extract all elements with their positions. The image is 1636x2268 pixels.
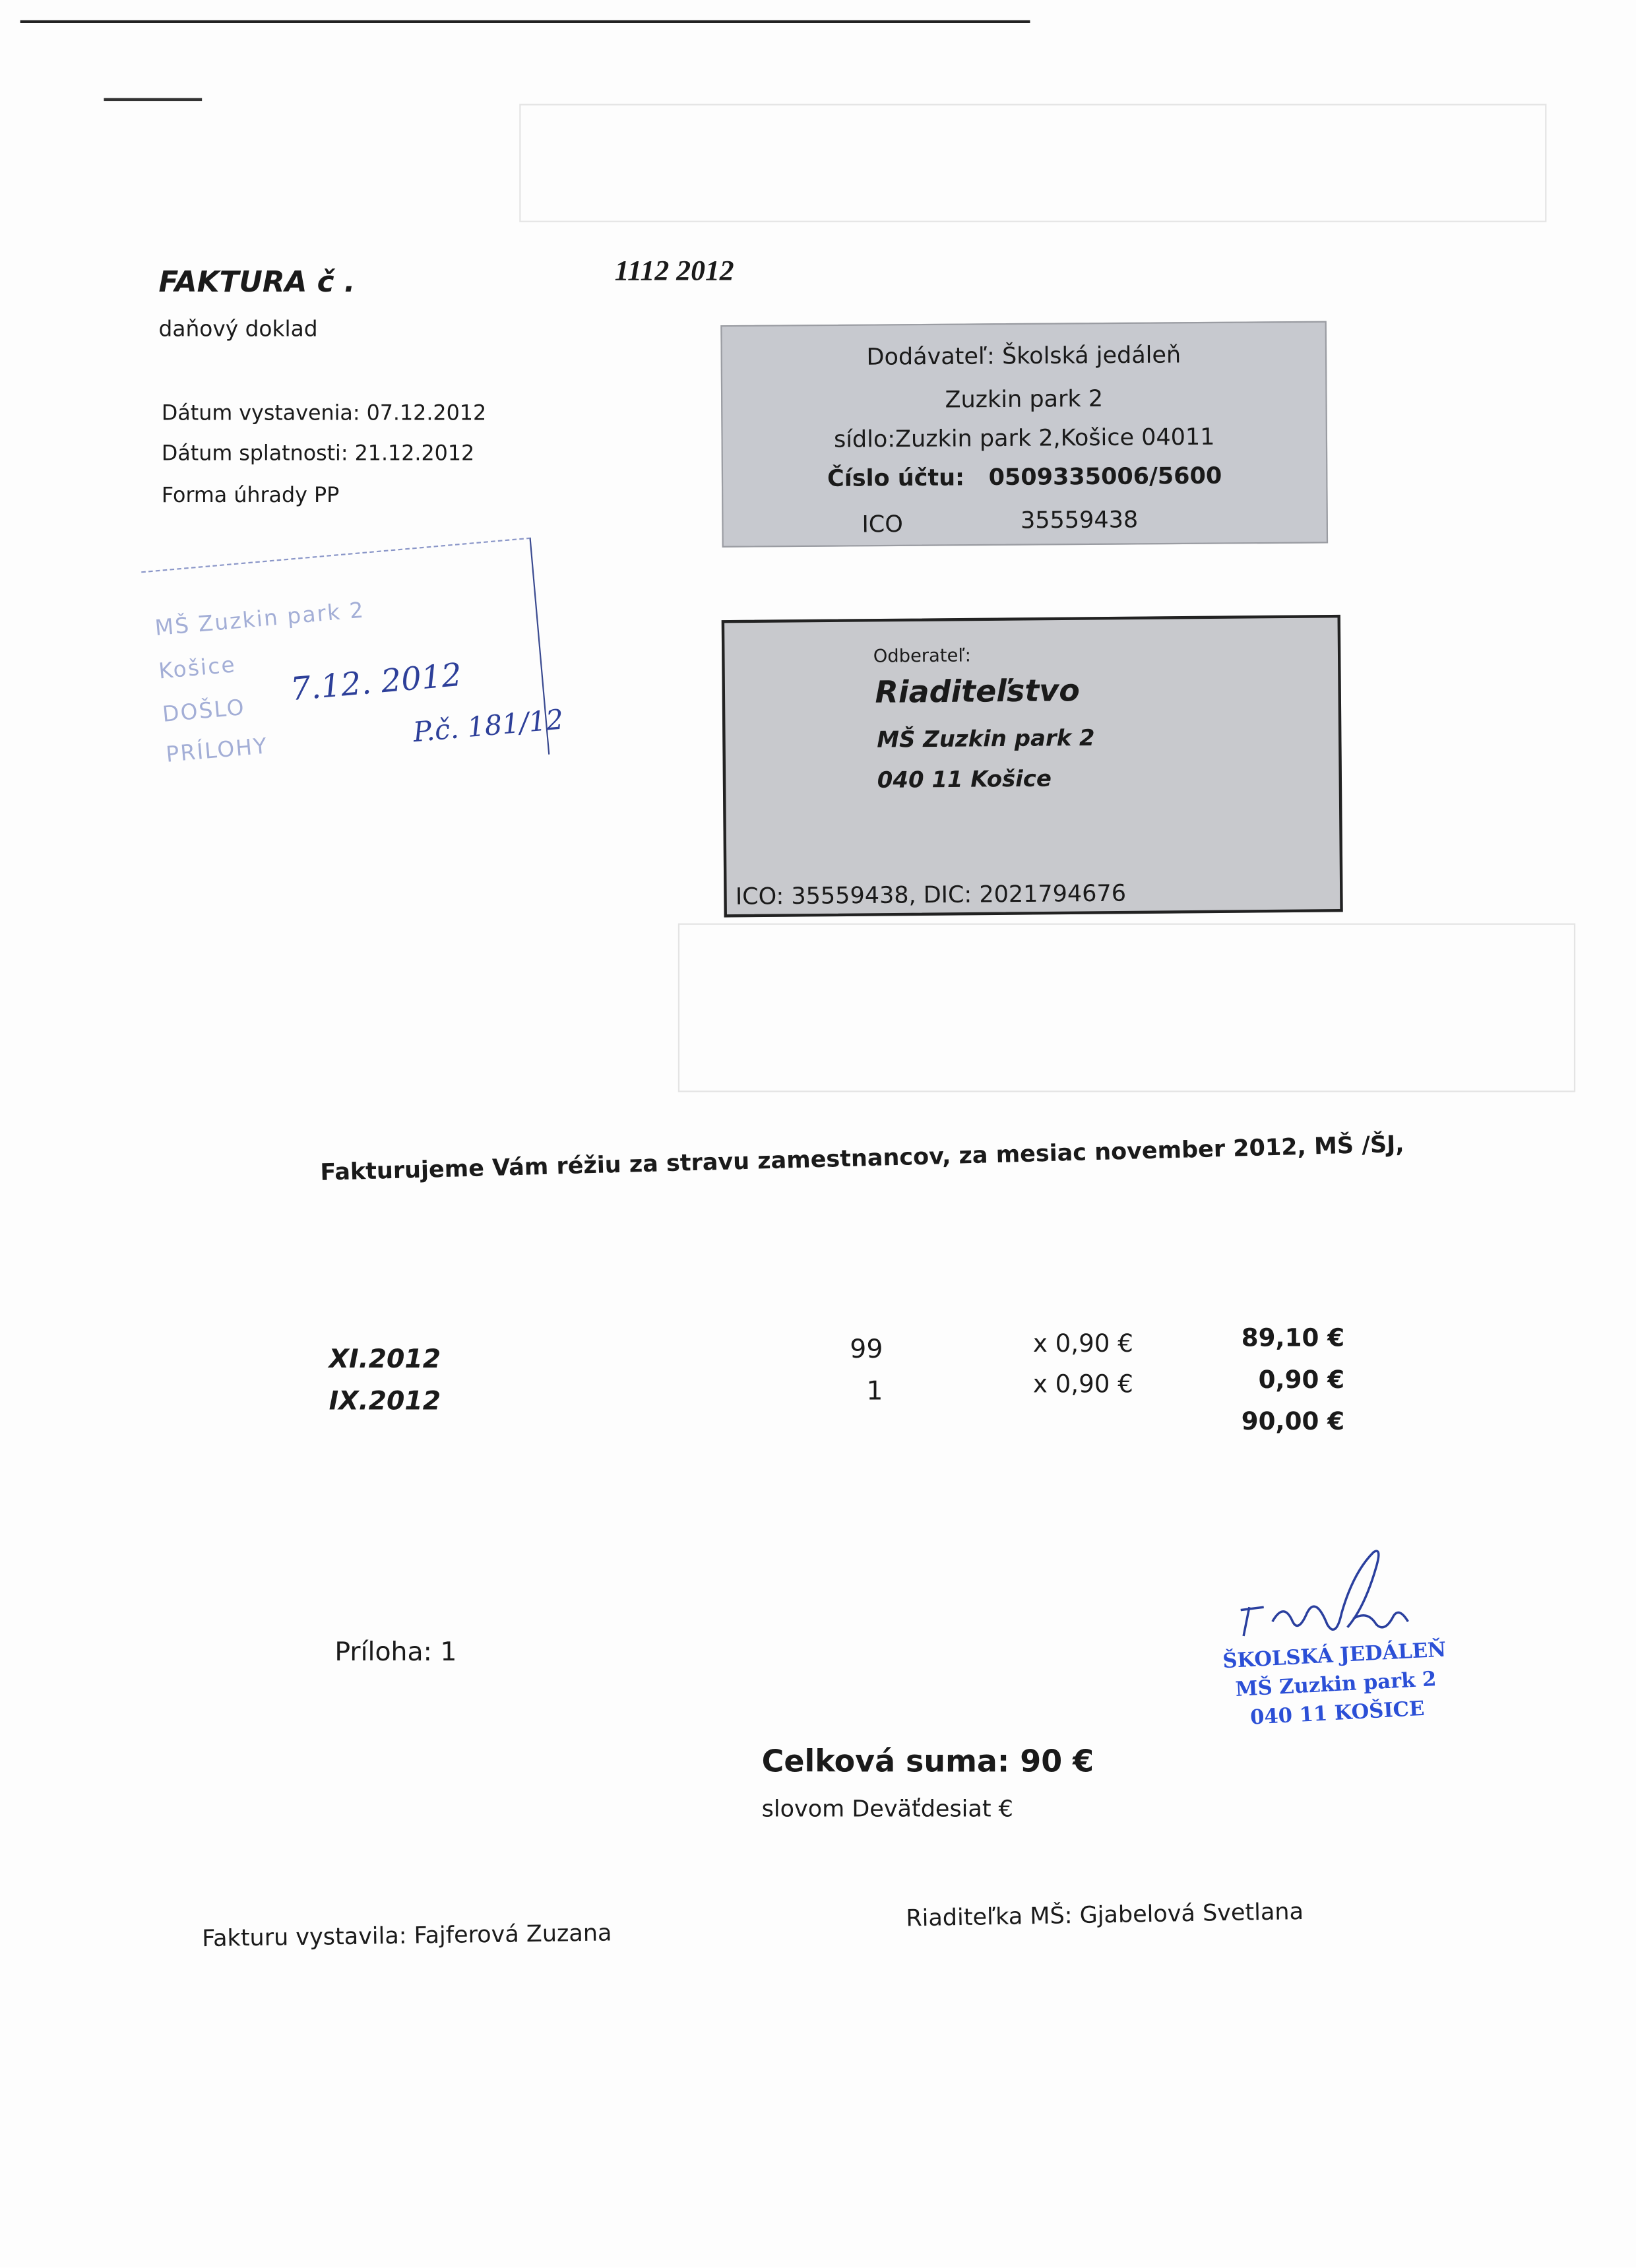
due-date: Dátum splatnosti: 21.12.2012 — [161, 443, 475, 466]
item-amount: 0,90 € — [1258, 1366, 1345, 1395]
item-amount: 89,10 € — [1241, 1324, 1345, 1354]
invoice-description: Fakturujeme Vám réžiu za stravu zamestnancov, za mesiac november 2012, MŠ /ŠJ, — [319, 1130, 1405, 1186]
issue-date: Dátum vystavenia: 07.12.2012 — [161, 402, 487, 426]
supplier-seat: sídlo:Zuzkin park 2,Košice 04011 — [833, 422, 1215, 453]
customer-address-line2: 040 11 Košice — [877, 765, 1052, 794]
issued-by: Fakturu vystavila: Fajferová Zuzana — [201, 1918, 612, 1952]
items-subtotal: 90,00 € — [1241, 1408, 1345, 1437]
account-label: Číslo účtu: — [827, 463, 965, 492]
customer-tax-ids: ICO: 35559438, DIC: 2021794676 — [735, 879, 1127, 910]
bleed-through-frame — [519, 104, 1546, 222]
stamp-line-1: MŠ Zuzkin park 2 — [154, 596, 366, 641]
customer-box — [722, 615, 1343, 918]
item-unit-price: x 0,90 € — [1032, 1330, 1133, 1360]
supplier-address: Zuzkin park 2 — [945, 385, 1104, 414]
attachment-count: Príloha: 1 — [334, 1637, 457, 1668]
stamp-date: 7.12. 2012 — [289, 658, 464, 709]
customer-label: Odberateľ: — [873, 644, 971, 667]
scan-edge-line — [20, 20, 1030, 23]
director-name: Riaditeľka MŠ: Gjabelová Svetlana — [906, 1897, 1304, 1932]
company-seal — [1189, 1634, 1482, 1736]
bleed-through-frame — [678, 924, 1575, 1092]
stamp-line-2: Košice — [157, 651, 237, 685]
seal-line-1: ŠKOLSKÁ JEDÁLEŇ — [1222, 1639, 1447, 1674]
invoice-subtitle: daňový doklad — [158, 315, 318, 342]
stamp-line-3: DOŠLO — [161, 694, 247, 728]
supplier-name: Dodávateľ: Školská jedáleň — [866, 340, 1181, 371]
receipt-stamp — [141, 538, 565, 789]
seal-line-3: 040 11 KOŠICE — [1249, 1697, 1426, 1730]
account-number: 0509335006/5600 — [988, 461, 1222, 491]
item-month: XI.2012 — [329, 1344, 441, 1375]
item-month: IX.2012 — [329, 1386, 441, 1417]
stamp-reg-number: P.č. 181/12 — [412, 704, 565, 749]
invoice-title: FAKTURA č . — [158, 264, 356, 299]
item-unit-price: x 0,90 € — [1032, 1370, 1133, 1400]
invoice-number: 1112 2012 — [614, 255, 734, 288]
item-quantity: 1 — [866, 1376, 883, 1407]
customer-address-line1: MŠ Zuzkin park 2 — [877, 725, 1095, 753]
total-in-words: slovom Deväťdesiat € — [761, 1794, 1013, 1823]
stamp-line-4: PRÍLOHY — [164, 732, 269, 768]
supplier-ico: 35559438 — [1020, 505, 1139, 534]
customer-name: Riaditeľstvo — [875, 673, 1081, 710]
seal-line-2: MŠ Zuzkin park 2 — [1234, 1668, 1437, 1702]
supplier-account — [723, 461, 1326, 493]
fold-mark — [104, 98, 202, 101]
supplier-box — [720, 321, 1328, 548]
payment-method: Forma úhrady PP — [161, 484, 340, 508]
item-quantity: 99 — [850, 1334, 883, 1365]
supplier-ico-label: ICO — [862, 510, 903, 538]
total-amount: Celková suma: 90 € — [761, 1744, 1094, 1779]
signature-scribble — [1214, 1544, 1445, 1645]
